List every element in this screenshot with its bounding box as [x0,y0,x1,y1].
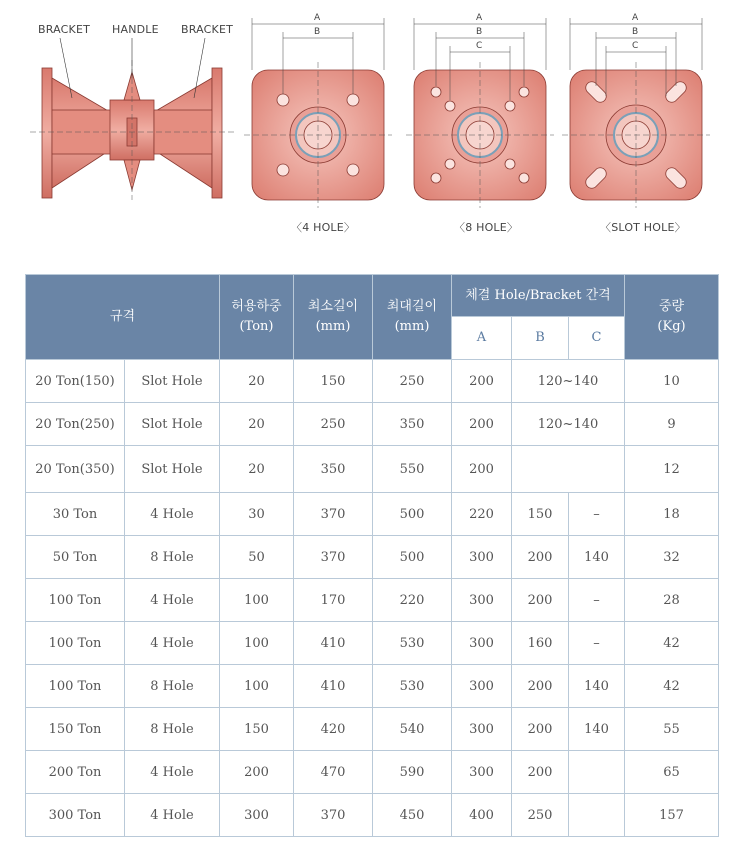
table-row [26,446,719,493]
cell-weight: 10 [625,360,719,403]
cell-type: 4 Hole [125,794,220,837]
dim-b-4hole: B [314,27,321,37]
dim-c-8hole: C [476,41,483,51]
cell-weight: 9 [625,403,719,446]
cell-min: 170 [294,579,373,622]
cell-spec: 100 Ton [26,579,125,622]
table-row [26,665,719,708]
cell-weight: 28 [625,579,719,622]
cell-b: 200 [512,536,569,579]
cell-c: – [569,622,625,665]
cell-weight: 32 [625,536,719,579]
dim-b-8hole: B [476,27,483,37]
cell-max: 220 [373,579,452,622]
cell-max: 590 [373,751,452,794]
cell-a: 300 [452,579,512,622]
cell-load: 50 [220,536,294,579]
cell-c: 140 [569,536,625,579]
cell-max: 450 [373,794,452,837]
cell-min: 370 [294,493,373,536]
cell-min: 410 [294,665,373,708]
cell-weight: 42 [625,622,719,665]
cell-weight: 65 [625,751,719,794]
header-b: B [512,317,569,360]
cell-max: 500 [373,536,452,579]
cell-a: 300 [452,622,512,665]
table-row [26,622,719,665]
cell-load: 100 [220,622,294,665]
cell-a: 300 [452,536,512,579]
cell-a: 220 [452,493,512,536]
cell-spec: 20 Ton(150) [26,360,125,403]
cell-max: 540 [373,708,452,751]
cell-b: 150 [512,493,569,536]
header-spacing: 체결 Hole/Bracket 간격 [452,275,625,317]
cell-min: 470 [294,751,373,794]
cell-max: 550 [373,446,452,493]
cell-type: Slot Hole [125,360,220,403]
cell-a: 200 [452,360,512,403]
cell-type: 4 Hole [125,579,220,622]
dim-c-slot: C [632,41,639,51]
cell-spec: 30 Ton [26,493,125,536]
cell-type: 4 Hole [125,622,220,665]
cell-spec: 100 Ton [26,622,125,665]
header-min-length: 최소길이 (mm) [294,275,373,360]
cell-max: 350 [373,403,452,446]
spec-table [25,274,719,837]
cell-type: Slot Hole [125,403,220,446]
side-view [30,38,234,200]
cell-weight: 12 [625,446,719,493]
cell-weight: 18 [625,493,719,536]
caption-4-hole: 〈4 HOLE〉 [291,221,356,234]
label-handle: HANDLE [112,23,159,36]
label-bracket-left: BRACKET [38,23,91,36]
cell-min: 250 [294,403,373,446]
label-bracket-right: BRACKET [181,23,234,36]
dim-b-slot: B [632,27,639,37]
dim-a-4hole: A [314,13,321,23]
cell-bc [512,446,625,493]
cell-bc: 120~140 [512,403,625,446]
cell-spec: 50 Ton [26,536,125,579]
cell-weight: 157 [625,794,719,837]
cell-spec: 100 Ton [26,665,125,708]
cell-spec: 150 Ton [26,708,125,751]
cell-load: 100 [220,665,294,708]
cell-b: 200 [512,579,569,622]
caption-slot-hole: 〈SLOT HOLE〉 [600,221,686,234]
cell-type: 4 Hole [125,751,220,794]
product-diagrams [0,0,746,250]
table-row [26,403,719,446]
table-row [26,794,719,837]
cell-a: 200 [452,446,512,493]
cell-load: 100 [220,579,294,622]
dim-a-8hole: A [476,13,483,23]
cell-spec: 20 Ton(350) [26,446,125,493]
cell-b: 200 [512,665,569,708]
cell-load: 20 [220,360,294,403]
cell-load: 30 [220,493,294,536]
cell-max: 530 [373,665,452,708]
cell-b: 250 [512,794,569,837]
cell-spec: 20 Ton(250) [26,403,125,446]
cell-type: 8 Hole [125,536,220,579]
cell-min: 350 [294,446,373,493]
cell-max: 250 [373,360,452,403]
cell-weight: 42 [625,665,719,708]
cell-max: 500 [373,493,452,536]
table-row [26,708,719,751]
cell-c: 140 [569,708,625,751]
header-max-length: 최대길이 (mm) [373,275,452,360]
dim-a-slot: A [632,13,639,23]
cell-load: 20 [220,403,294,446]
header-weight: 중량 (Kg) [625,275,719,360]
cell-min: 410 [294,622,373,665]
cell-spec: 200 Ton [26,751,125,794]
cell-min: 370 [294,794,373,837]
table-row [26,360,719,403]
cell-weight: 55 [625,708,719,751]
cell-load: 20 [220,446,294,493]
plate-4-hole [244,18,392,208]
table-row [26,579,719,622]
cell-spec: 300 Ton [26,794,125,837]
cell-type: 4 Hole [125,493,220,536]
cell-b: 160 [512,622,569,665]
cell-a: 300 [452,665,512,708]
header-load: 허용하중 (Ton) [220,275,294,360]
cell-type: 8 Hole [125,708,220,751]
cell-c: 140 [569,665,625,708]
diagram-drawings [0,0,746,250]
cell-c: – [569,493,625,536]
cell-type: Slot Hole [125,446,220,493]
cell-load: 300 [220,794,294,837]
cell-a: 200 [452,403,512,446]
cell-c [569,751,625,794]
cell-load: 150 [220,708,294,751]
table-row [26,493,719,536]
caption-8-hole: 〈8 HOLE〉 [454,221,519,234]
cell-type: 8 Hole [125,665,220,708]
header-a: A [452,317,512,360]
cell-bc: 120~140 [512,360,625,403]
cell-max: 530 [373,622,452,665]
cell-a: 300 [452,751,512,794]
cell-load: 200 [220,751,294,794]
cell-c [569,794,625,837]
cell-b: 200 [512,708,569,751]
cell-c: – [569,579,625,622]
cell-min: 150 [294,360,373,403]
cell-min: 420 [294,708,373,751]
header-spec: 규격 [26,275,220,360]
cell-a: 400 [452,794,512,837]
table-row [26,751,719,794]
header-c: C [569,317,625,360]
cell-min: 370 [294,536,373,579]
table-row [26,536,719,579]
cell-b: 200 [512,751,569,794]
cell-a: 300 [452,708,512,751]
